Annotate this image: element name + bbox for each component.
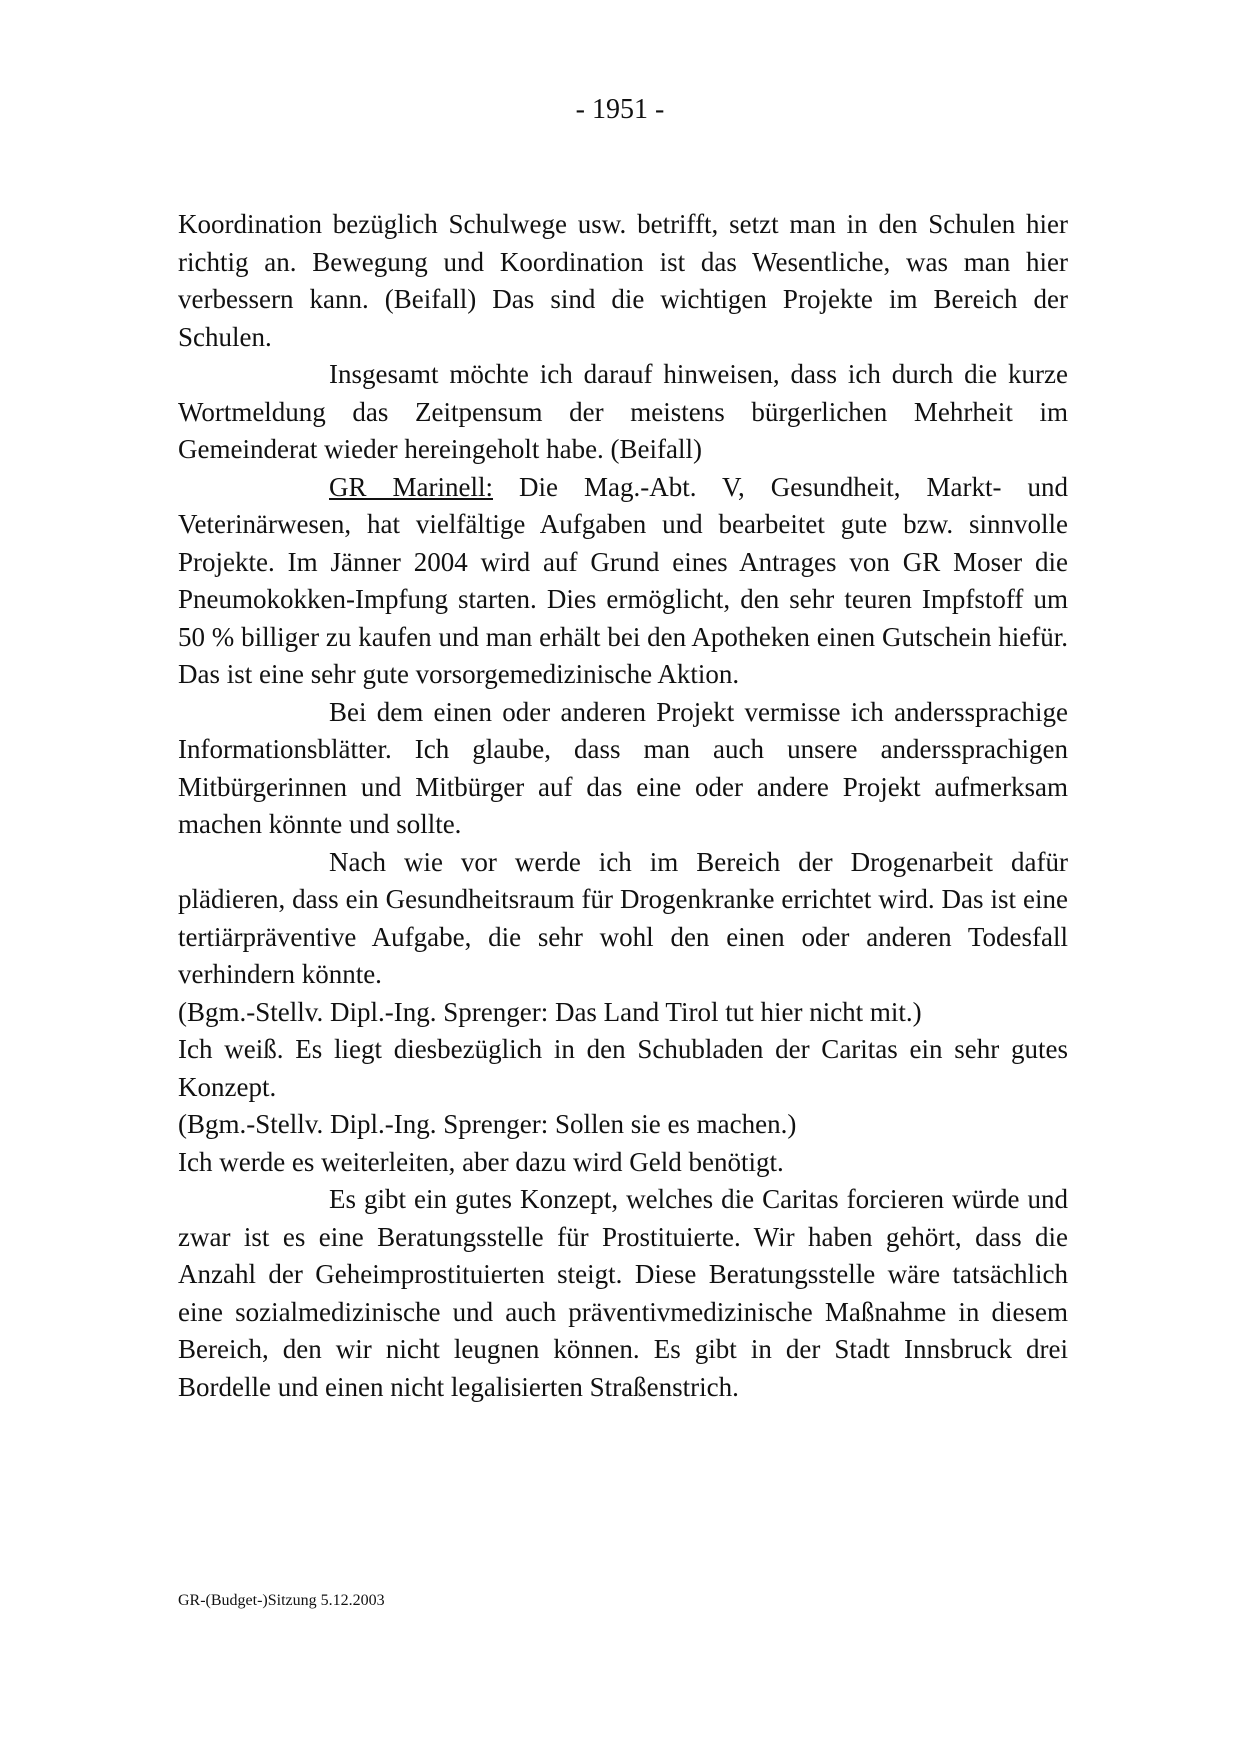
paragraph-text: Insgesamt möchte ich darauf hinweisen, dass ich durch die kurze Wortmeldung das Zeitpensum der meistens bürgerlichen Mehrheit im Gemeinderat wieder hereingeholt habe. (Beifall) [178,359,1068,464]
paragraph-text: (Bgm.-Stellv. Dipl.-Ing. Sprenger: Sollen sie es machen.) [178,1109,797,1139]
paragraph-text: Es gibt ein gutes Konzept, welches die Caritas forcieren würde und zwar ist es eine Beratungsstelle für Prostituierte. Wir haben gehört, dass die Anzahl der Geheimprostituierten steigt. Diese Beratungsstelle wäre tatsächlich eine sozialmedizinische und auch präventivmedizinische Maßnahme in diesem Bereich, den wir nicht leugnen können. Es gibt in der Stadt Innsbruck drei Bordelle und einen nicht legalisierten Straßenstrich. [178,1184,1068,1402]
paragraph-2 [178,356,1068,469]
body-text [178,206,1068,1406]
paragraph-6 [178,1031,1068,1106]
paragraph-3 [178,469,1068,694]
speaker-name: GR Marinell: [329,471,493,502]
paragraph-7 [178,1144,1068,1182]
paragraph-8 [178,1181,1068,1406]
paragraph-text: Ich werde es weiterleiten, aber dazu wird Geld benötigt. [178,1146,784,1177]
paragraph-text: Ich weiß. Es liegt diesbezüglich in den Schubladen der Caritas ein sehr gutes Konzept. [178,1034,1068,1102]
paragraph-text: Nach wie vor werde ich im Bereich der Drogenarbeit dafür plädieren, dass ein Gesundheitsraum für Drogenkranke errichtet wird. Das ist eine tertiärpräventive Aufgabe, die sehr wohl den einen oder anderen Todesfall verhindern könnte. [178,846,1068,989]
paragraph-text: Bei dem einen oder anderen Projekt vermisse ich anderssprachige Informationsblätter. Ich glaube, dass man auch unsere anderssprachigen Mitbürgerinnen und Mitbürger auf das eine oder andere Projekt aufmerksam machen könnte und sollte. [178,696,1068,839]
paragraph-5 [178,844,1068,994]
interjection-2 [178,1106,1068,1144]
paragraph-text: Die Mag.-Abt. V, Gesundheit, Markt- und Veterinärwesen, hat vielfältige Aufgaben und bearbeitet gute bzw. sinnvolle Projekte. Im Jänner 2004 wird auf Grund eines Antrages von GR Moser die Pneumokokken-Impfung starten. Dies ermöglicht, den sehr teuren Impfstoff um 50 % billiger zu kaufen und man erhält bei den Apotheken einen Gutschein hiefür. Das ist eine sehr gute vorsorgemedizinische Aktion. [178,471,1069,689]
interjection-1 [178,994,1068,1032]
paragraph-text: (Bgm.-Stellv. Dipl.-Ing. Sprenger: Das Land Tirol tut hier nicht mit.) [178,996,922,1027]
page-footer: GR-(Budget-)Sitzung 5.12.2003 [178,1592,385,1609]
page-number: - 1951 - [575,94,665,125]
paragraph-1 [178,206,1068,356]
paragraph-text: Koordination bezüglich Schulwege usw. betrifft, setzt man in den Schulen hier richtig an. Bewegung und Koordination ist das Wesentliche, was man hier verbessern kann. (Beifall) Das sind die wichtigen Projekte im Bereich der Schulen. [178,209,1068,352]
paragraph-4 [178,694,1068,844]
